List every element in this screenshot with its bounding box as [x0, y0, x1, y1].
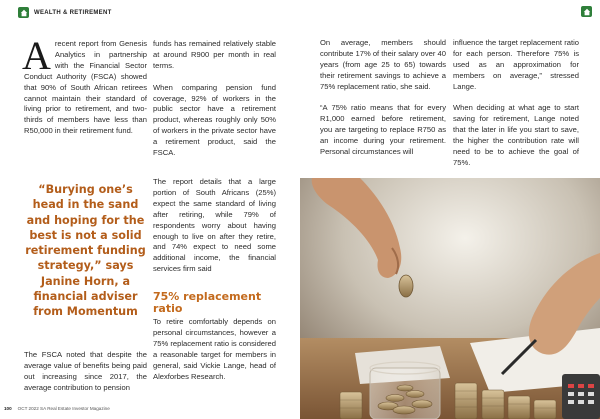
- paragraph: The FSCA noted that despite the average value of benefits being paid out increasing since 2017, the average contribution to pension: [24, 350, 147, 392]
- article-intro-paragraph: [22, 33, 147, 137]
- paragraph: The report details that a large portion of South Africans (25%) expect the same standard of living after retiring, while 79% of respondents worry about having enough to live on after they retire, and 74% expect to need some additional income, the financial services firm said: [153, 177, 276, 274]
- article-column-1-bottom: [24, 350, 147, 394]
- article-column-2-bottom: [153, 317, 276, 382]
- section-header: [18, 7, 112, 18]
- paragraph: To retire comfortably depends on personal circumstances, however a 75% replacement ratio is considered a reasonable target for members in general, said Vickie Lange, head of Alexforbes Research.: [153, 317, 276, 381]
- paragraph: funds has remained relatively stable at around R900 per month in real terms.: [153, 39, 276, 70]
- coins-jar-photo: [300, 178, 600, 419]
- paragraph: On average, members should contribute 17% of their salary over 40 years (from age 25 to 65) towards their retirement savings to achieve a 75% replacement ratio, she said.: [320, 38, 446, 91]
- house-icon: [18, 7, 29, 18]
- article-column-2-middle: [153, 177, 276, 275]
- paragraph: influence the target replacement ratio for each person. Therefore 75% is used as an approximation for members on average,” stressed Lange.: [453, 38, 579, 91]
- paragraph: “A 75% ratio means that for every R1,000 earned before retirement, you are targeting to replace R750 as an income during your retirement. Personal circumstances will: [320, 103, 446, 157]
- article-column-3: [320, 38, 446, 158]
- house-icon: [581, 6, 592, 17]
- section-label: WEALTH & RETIREMENT: [34, 9, 112, 16]
- page-footer: [4, 406, 110, 411]
- subheading: 75% replacement ratio: [153, 290, 262, 315]
- article-column-1-top: [22, 33, 147, 137]
- page-number: 100: [4, 406, 12, 411]
- article-column-2-top: [153, 39, 276, 159]
- intro-text: recent report from Genesis Analytics in partnership with the Financial Sector Conduct Authority (FSCA) showed that 90% of South African retirees cannot maintain their standard of living prior to retirement, and two-thirds of members have less than R50,000 in their retirement fund.: [24, 39, 147, 136]
- article-column-4: [453, 38, 579, 169]
- publication-name: OCT 2022 SA Real Estate Investor Magazine: [17, 406, 110, 411]
- drop-cap: A: [22, 33, 51, 78]
- pull-quote: “Burying one’s head in the sand and hoping for the best is not a solid retirement funding strategy,” says Janine Horn, a financial adviser from Momentum: [25, 183, 146, 319]
- paragraph: When deciding at what age to start saving for retirement, Lange noted that the later in life you start to save, the higher the contribution rate will need to be to achieve the goal of 75%.: [453, 103, 579, 167]
- paragraph: When comparing pension fund coverage, 92% of workers in the public sector have a retirement product, whereas roughly only 50% of workers in the private sector have a retirement product, said the FSCA.: [153, 82, 276, 158]
